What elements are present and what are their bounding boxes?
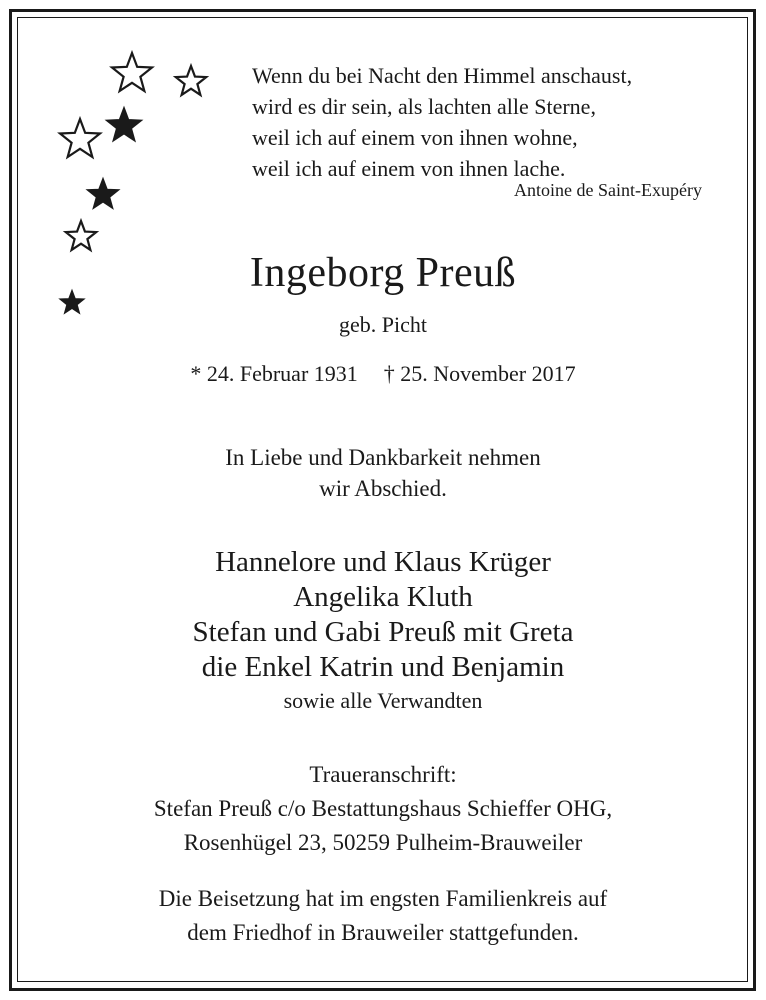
star-outline-icon <box>66 221 96 250</box>
mourner-entry: die Enkel Katrin und Benjamin <box>201 651 565 683</box>
mourner-entry: Stefan und Gabi Preuß mit Greta <box>192 616 574 648</box>
star-outline-icon <box>112 53 152 91</box>
birth-name: geb. Picht <box>339 312 427 337</box>
mourning-address <box>0 758 766 860</box>
quote-author: Antoine de Saint-Exupéry <box>514 180 702 200</box>
farewell-message <box>0 442 766 504</box>
life-dates <box>0 361 766 387</box>
quote-line: wird es dir sein, als lachten alle Sterne, <box>252 94 596 119</box>
death-date: † 25. November 2017 <box>383 361 576 386</box>
quote-line: weil ich auf einem von ihnen wohne, <box>252 125 578 150</box>
quote-line: Wenn du bei Nacht den Himmel anschaust, <box>252 63 633 88</box>
address-heading: Traueranschrift: <box>309 762 457 787</box>
message-line: wir Abschied. <box>319 476 447 501</box>
star-filled-icon <box>87 178 119 209</box>
message-line: In Liebe und Dankbarkeit nehmen <box>225 445 541 470</box>
burial-line: Die Beisetzung hat im engsten Familienkreis auf <box>158 886 608 911</box>
quote <box>252 60 712 184</box>
birth-date: * 24. Februar 1931 <box>190 361 358 386</box>
burial-line: dem Friedhof in Brauweiler stattgefunden. <box>187 920 579 945</box>
address-line: Stefan Preuß c/o Bestattungshaus Schieffer OHG, <box>153 796 613 821</box>
address-line: Rosenhügel 23, 50259 Pulheim-Brauweiler <box>183 830 583 855</box>
quote-line: weil ich auf einem von ihnen lache. <box>252 156 566 181</box>
mourner-entry: Angelika Kluth <box>293 581 473 613</box>
burial-notice <box>0 882 766 950</box>
star-outline-icon <box>60 119 100 157</box>
mourners-list <box>0 545 766 685</box>
mourner-entry: Hannelore und Klaus Krüger <box>215 546 551 578</box>
relatives-note: sowie alle Verwandten <box>283 688 483 713</box>
star-outline-icon <box>176 66 206 95</box>
star-filled-icon <box>106 107 142 141</box>
deceased-name: Ingeborg Preuß <box>249 250 517 296</box>
